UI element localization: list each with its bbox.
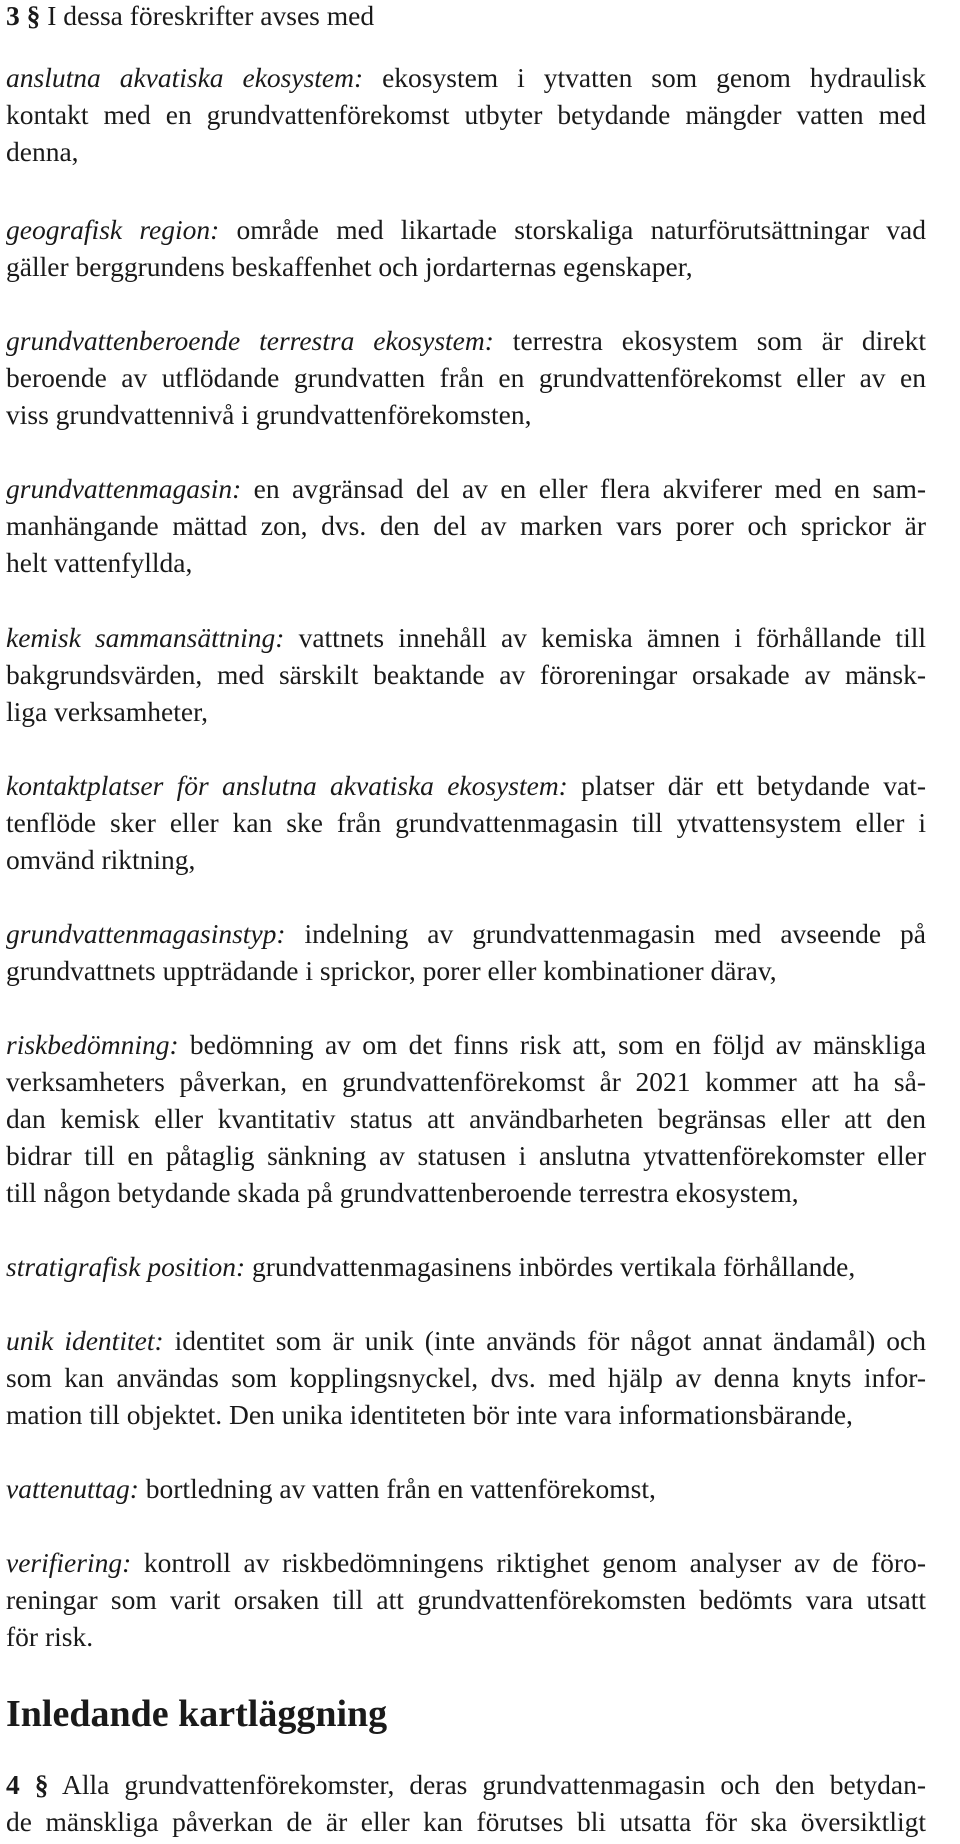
definition-riskbedomning [6,1026,926,1211]
definition-kontaktplatser [6,767,926,878]
definition-term: geografisk region: [6,214,220,245]
definition-line: kontaktplatser för anslutna akvatiska ekosystem: platser där ett betydande vat- [6,770,926,801]
section-4-paragraph [6,1766,926,1840]
section-intro-text: I dessa föreskrifter avses med [47,0,375,31]
definition-line: manhängande mättad zon, dvs. den del av marken vars porer och sprickor är [6,510,926,541]
definition-unik-identitet [6,1322,926,1433]
definition-term: vattenuttag: [6,1473,139,1504]
definition-line: gäller berggrundens beskaffenhet och jordarternas egenskaper, [6,251,693,282]
definition-line: som kan användas som kopplingsnyckel, dvs. med hjälp av denna knyts infor- [6,1362,926,1393]
definition-term: unik identitet: [6,1325,164,1356]
definition-line: anslutna akvatiska ekosystem: ekosystem i ytvatten som genom hydraulisk [6,62,926,93]
paragraph-symbol: § [34,1769,49,1800]
definition-anslutna-akvatiska-ekosystem [6,59,926,170]
definition-grundvattenmagasin [6,470,926,581]
definition-line: grundvattenmagasin: en avgränsad del av en eller flera akviferer med en sam- [6,473,926,504]
paragraph-line: de mänskliga påverkan de är eller kan förutses bli utsatta för ska översiktligt [6,1806,926,1837]
definition-line: geografisk region: område med likartade storskaliga naturförutsättningar vad [6,214,926,245]
definition-line: grundvattenberoende terrestra ekosystem: terrestra ekosystem som är direkt [6,325,926,356]
definition-line: denna, [6,136,79,167]
definition-line: omvänd riktning, [6,844,196,875]
definition-verifiering [6,1544,926,1655]
definition-kemisk-sammansattning [6,619,926,730]
definition-line: grundvattenmagasinstyp: indelning av grundvattenmagasin med avseende på [6,918,926,949]
definition-line: dan kemisk eller kvantitativ status att användbarheten begränsas eller att den [6,1103,926,1134]
definition-line: kemisk sammansättning: vattnets innehåll av kemiska ämnen i förhållande till [6,622,926,653]
definition-line: riskbedömning: bedömning av om det finns risk att, som en följd av mänskliga [6,1029,926,1060]
definition-line: liga verksamheter, [6,696,209,727]
definition-line: till någon betydande skada på grundvattenberoende terrestra ekosystem, [6,1177,799,1208]
definition-line: viss grundvattennivå i grundvattenförekomsten, [6,399,532,430]
definition-grundvattenberoende-terrestra-ekosystem [6,322,926,433]
definition-line: tenflöde sker eller kan ske från grundvattenmagasin till ytvattensystem eller i [6,807,926,838]
definition-geografisk-region [6,211,926,285]
definition-term: grundvattenmagasinstyp: [6,918,286,949]
definition-term: verifiering: [6,1547,132,1578]
definition-line: unik identitet: identitet som är unik (inte används för något annat ändamål) och [6,1325,926,1356]
definition-line: kontakt med en grundvattenförekomst utbyter betydande mängder vatten med [6,99,926,130]
paragraph-line: 4 § Alla grundvattenförekomster, deras grundvattenmagasin och den betydan- [6,1769,927,1800]
definition-term: grundvattenmagasin: [6,473,242,504]
definition-line: bidrar till en påtaglig sänkning av statusen i anslutna ytvattenförekomster eller [6,1140,926,1171]
section-number: 4 [6,1769,20,1800]
definition-line: för risk. [6,1621,94,1652]
definition-line: reningar som varit orsaken till att grundvattenförekomsten bedömts vara utsatt [6,1584,926,1615]
paragraph-symbol: § [26,0,41,31]
definition-line: mation till objektet. Den unika identiteten bör inte vara informationsbärande, [6,1399,853,1430]
section-number: 3 [6,0,20,31]
definition-line: verksamheters påverkan, en grundvattenförekomst år 2021 kommer att ha så- [6,1066,926,1097]
definition-term: kemisk sammansättning: [6,622,285,653]
definition-line: beroende av utflödande grundvatten från en grundvattenförekomst eller av en [6,362,926,393]
definition-line: verifiering: kontroll av riskbedömningens riktighet genom analyser av de förо- [6,1547,926,1578]
definition-line: bakgrundsvärden, med särskilt beaktande av föroreningar orsakade av mänsk- [6,659,926,690]
definition-term: grundvattenberoende terrestra ekosystem: [6,325,494,356]
definition-grundvattenmagasinstyp [6,915,926,989]
definition-term: anslutna akvatiska ekosystem: [6,62,364,93]
definition-line: vattenuttag: bortledning av vatten från en vattenförekomst, [6,1473,656,1504]
definition-term: stratigrafisk position: [6,1251,246,1282]
definition-line: stratigrafisk position: grundvattenmagasinens inbördes vertikala förhållande, [6,1251,856,1282]
definition-term: kontaktplatser för anslutna akvatiska ekosystem: [6,770,568,801]
definition-vattenuttag [6,1470,926,1507]
definition-line: helt vattenfyllda, [6,547,193,578]
section-3-intro [6,0,374,34]
definition-line: grundvattnets uppträdande i sprickor, porer eller kombinationer därav, [6,955,777,986]
definition-term: riskbedömning: [6,1029,179,1060]
definition-stratigrafisk-position [6,1248,926,1285]
section-heading: Inledande kartläggning [6,1693,388,1735]
